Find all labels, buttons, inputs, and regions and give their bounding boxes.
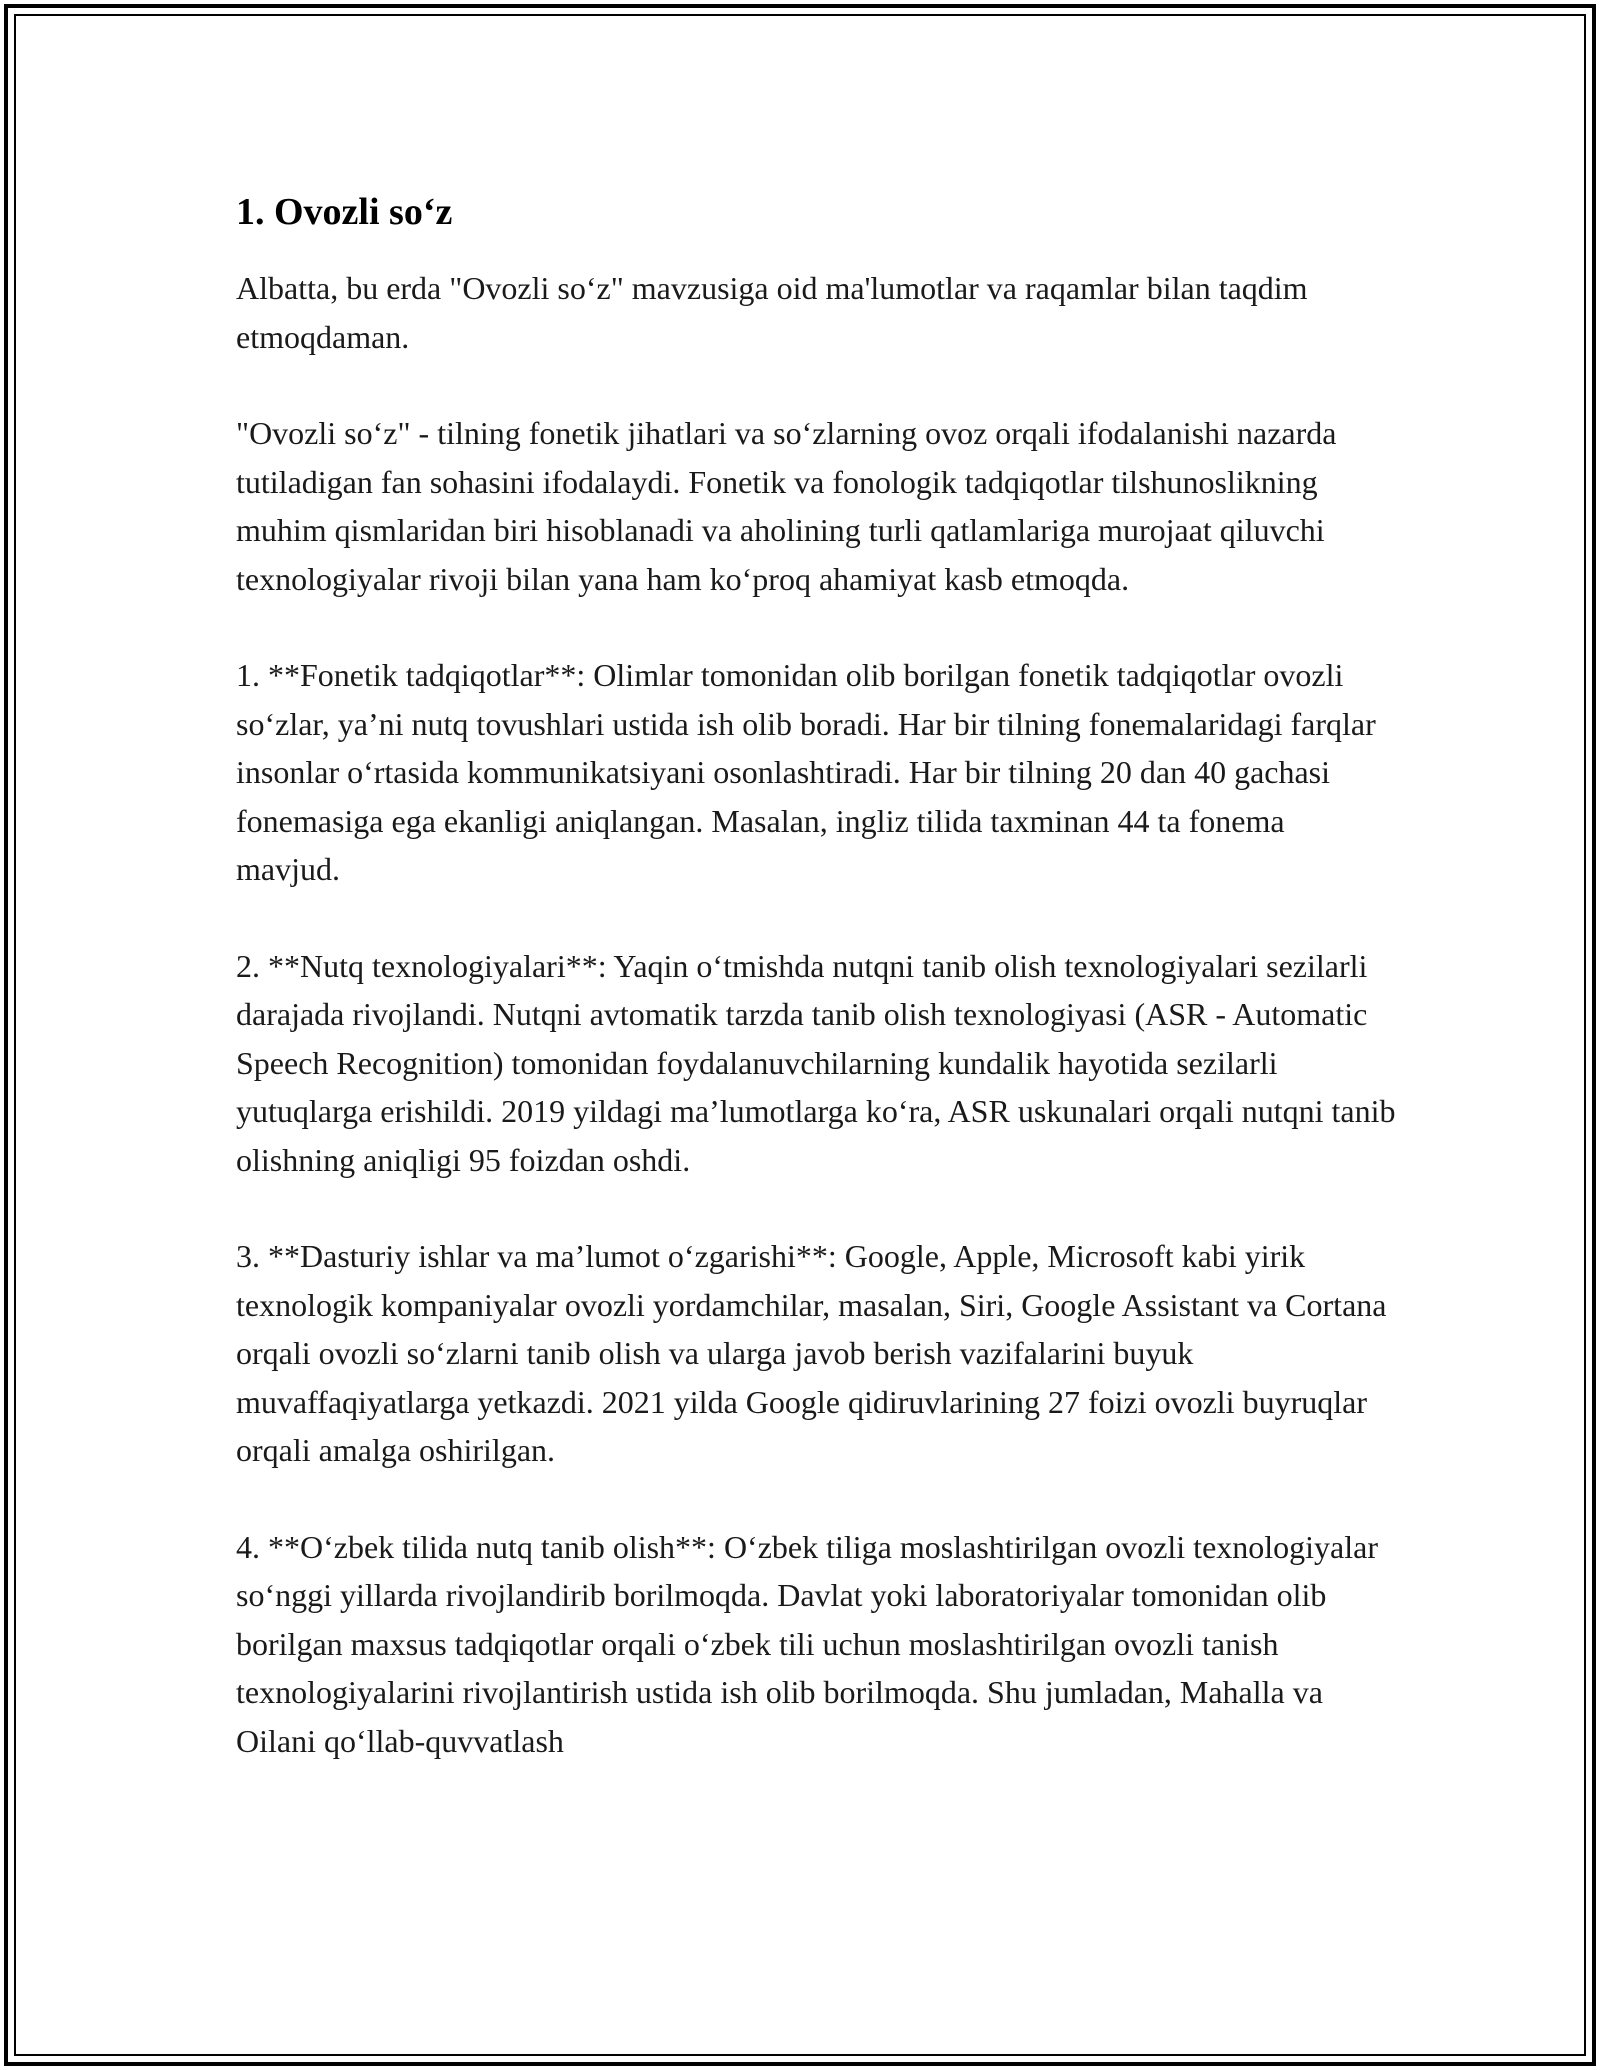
intro-paragraph: Albatta, bu erda "Ovozli so‘z" mavzusiga oid ma'lumotlar va raqamlar bilan taqdim etmoqdaman. xyxy=(236,270,1308,355)
list-item-uzbek-speech-recognition: 4. **O‘zbek tilida nutq tanib olish**: O‘zbek tiliga moslashtirilgan ovozli texnologiyalar so‘nggi yillarda rivojlandirib borilmoqda. Davlat yoki laboratoriyalar tomonidan olib borilgan maxsus tadqiqotlar orqali o‘zbek tili uchun moslashtirilgan ovozli tanish texnologiyalarini rivojlantirish ustida ish olib borilmoqda. Shu jumladan, Mahalla va Oilani qo‘llab-quvvatlash xyxy=(236,1528,1378,1759)
list-item-speech-technologies: 2. **Nutq texnologiyalari**: Yaqin o‘tmishda nutqni tanib olish texnologiyalari sezilarli darajada rivojlandi. Nutqni avtomatik tarzda tanib olish texnologiyasi (ASR - Automatic Speech Recognition) tomonidan foydalanuvchilarning kundalik hayotida sezilarli yutuqlarga erishildi. 2019 yildagi ma’lumotlarga ko‘ra, ASR uskunalari orqali nutqni tanib olishning aniqligi 95 foizdan oshdi. xyxy=(236,947,1396,1178)
document-title: 1. Ovozli so‘z xyxy=(236,191,453,233)
list-item-software-work: 3. **Dasturiy ishlar va ma’lumot o‘zgarishi**: Google, Apple, Microsoft kabi yirik texnologik kompaniyalar ovozli yordamchilar, masalan, Siri, Google Assistant va Cortana orqali ovozli so‘zlarni tanib olish va ularga javob berish vazifalarini buyuk muvaffaqiyatlarga yetkazdi. 2021 yilda Google qidiruvlarining 27 foizi ovozli buyruqlar orqali amalga oshirilgan. xyxy=(236,1238,1387,1468)
definition-paragraph: "Ovozli so‘z" - tilning fonetik jihatlari va so‘zlarning ovoz orqali ifodalanishi nazarda tutiladigan fan sohasini ifodalaydi. Fonetik va fonologik tadqiqotlar tilshunoslikning muhim qismlaridan biri hisoblanadi va aholining turli qatlamlariga murojaat qiluvchi texnologiyalar rivoji bilan yana ham ko‘proq ahamiyat kasb etmoqda. xyxy=(236,415,1337,597)
list-item-phonetic-research: 1. **Fonetik tadqiqotlar**: Olimlar tomonidan olib borilgan fonetik tadqiqotlar ovozli so‘zlar, ya’ni nutq tovushlari ustida ish olib boradi. Har bir tilning fonemalaridagi farqlar insonlar o‘rtasida kommunikatsiyani osonlashtiradi. Har bir tilning 20 dan 40 gachasi fonemasiga ega ekanligi aniqlangan. Masalan, ingliz tilida taxminan 44 ta fonema mavjud. xyxy=(236,657,1376,887)
document-page xyxy=(236,186,1396,1813)
